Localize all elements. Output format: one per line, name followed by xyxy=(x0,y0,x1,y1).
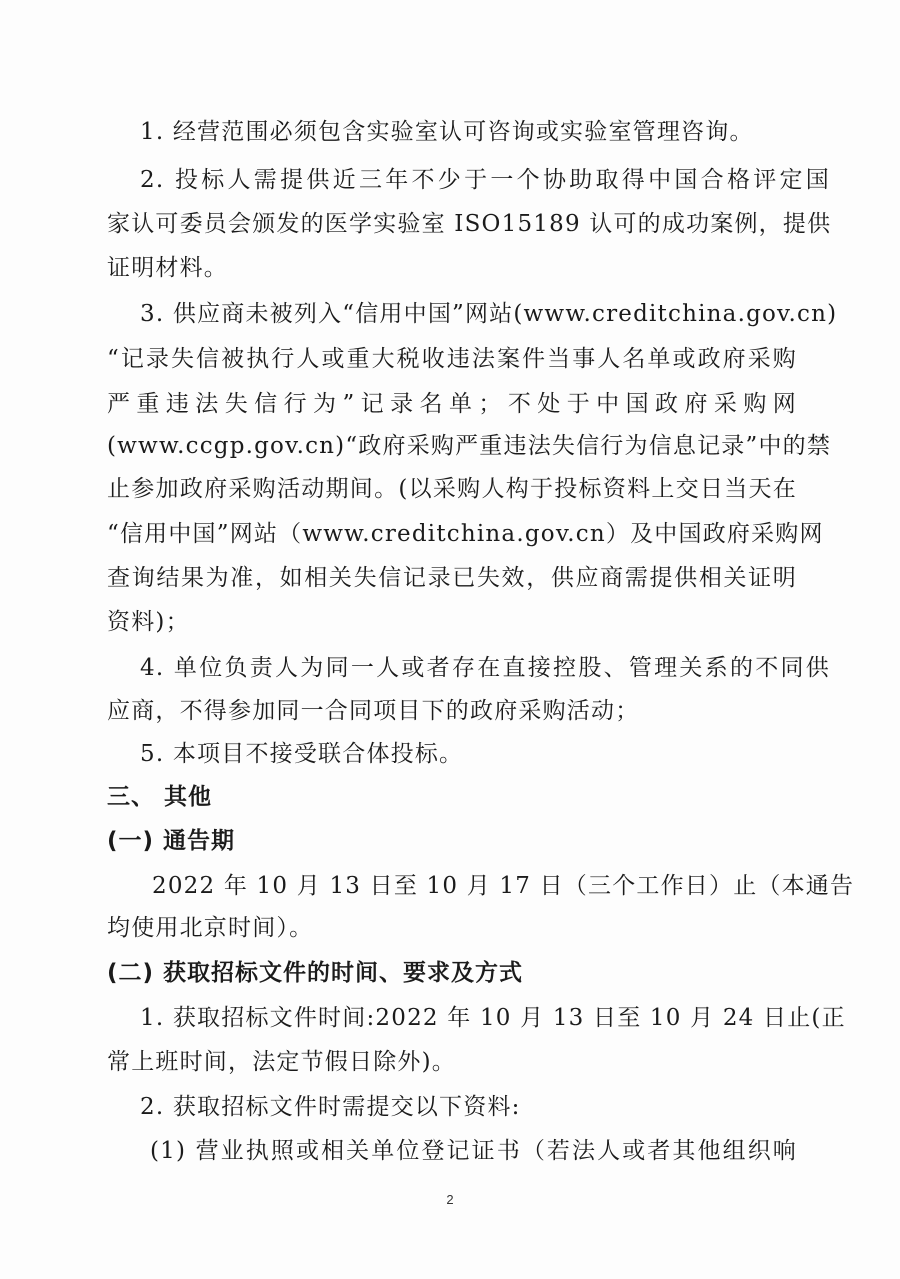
text-line: 资料)； xyxy=(107,609,190,635)
text-line: (www.ccgp.gov.cn)“政府采购严重违法失信行为信息记录”中的禁 xyxy=(107,433,832,459)
text-line: 查询结果为准，如相关失信记录已失效，供应商需提供相关证明 xyxy=(107,565,797,591)
text-line: 3. 供应商未被列入“信用中国”网站(www.creditchina.gov.cn) xyxy=(140,301,838,327)
subsection-heading: (二) 获取招标文件的时间、要求及方式 xyxy=(107,960,524,986)
text-line: 应商，不得参加同一合同项目下的政府采购活动； xyxy=(107,698,640,724)
page-number: 2 xyxy=(446,1192,454,1207)
text-line: 1. 经营范围必须包含实验室认可咨询或实验室管理咨询。 xyxy=(140,119,754,145)
text-line: 4. 单位负责人为同一人或者存在直接控股、管理关系的不同供 xyxy=(140,655,830,681)
text-line: 止参加政府采购活动期间。(以采购人构于投标资料上交日当天在 xyxy=(107,476,797,502)
text-line: 5. 本项目不接受联合体投标。 xyxy=(140,741,464,767)
text-line: 2. 投标人需提供近三年不少于一个协助取得中国合格评定国 xyxy=(140,167,830,193)
text-line: (1) 营业执照或相关单位登记证书（若法人或者其他组织响 xyxy=(150,1138,797,1164)
subsection-heading: (一) 通告期 xyxy=(107,828,236,854)
text-line: 均使用北京时间）。 xyxy=(107,915,314,941)
text-line: “记录失信被执行人或重大税收违法案件当事人名单或政府采购 xyxy=(107,346,797,372)
section-heading: 三、 其他 xyxy=(107,784,213,810)
text-line: 2022 年 10 月 13 日至 10 月 17 日（三个工作日）止（本通告 xyxy=(152,873,855,899)
text-line: 常上班时间，法定节假日除外)。 xyxy=(107,1049,456,1075)
text-line: 证明材料。 xyxy=(107,255,228,281)
text-line: 2. 获取招标文件时需提交以下资料: xyxy=(140,1094,521,1120)
text-line: 严重违法失信行为”记录名单；不处于中国政府采购网 xyxy=(107,391,797,417)
text-line: 家认可委员会颁发的医学实验室 ISO15189 认可的成功案例，提供 xyxy=(107,211,832,237)
text-line: 1. 获取招标文件时间:2022 年 10 月 13 日至 10 月 24 日止(正 xyxy=(140,1005,846,1031)
text-line: “信用中国”网站（www.creditchina.gov.cn）及中国政府采购网 xyxy=(107,521,824,547)
